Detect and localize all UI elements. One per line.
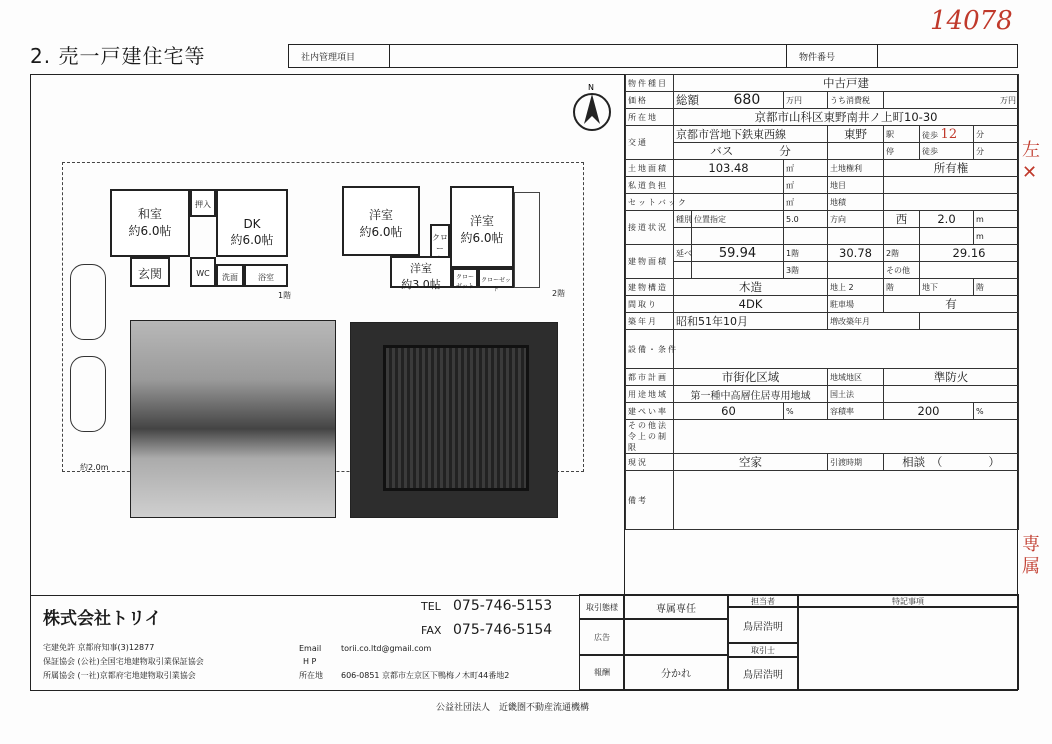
label-sougaku: 総額 680 (674, 92, 784, 109)
pct: % (784, 403, 828, 420)
room-youshitsu-1: 洋室 約6.0帖 (342, 186, 420, 256)
label-hochu: 報酬 (579, 654, 625, 690)
chika: 地下 (920, 279, 974, 296)
room-dk: DK 約6.0帖 (216, 189, 288, 257)
handwritten-side-note-2: 専 属 (1022, 534, 1040, 577)
houkou: 西 (884, 211, 920, 228)
label-bikou: 備考 (626, 471, 674, 530)
left-pane (30, 74, 625, 594)
fax-label: FAX (421, 624, 442, 637)
value-koukoku (623, 618, 729, 656)
value-genkyou: 空家 (674, 454, 828, 471)
hp-label: H P (303, 657, 317, 666)
nobe: 延べ (674, 245, 692, 262)
bus: バス 分 (674, 143, 828, 160)
value-torihiki: 専属専任 (623, 594, 729, 620)
tei: 停 (884, 143, 920, 160)
sonota: その他 (884, 262, 920, 279)
car-icon (70, 356, 106, 432)
label-shiyuu: 私道負担 (626, 177, 674, 194)
label-setsubi: 設備・条件 (626, 330, 674, 369)
balcony (514, 192, 540, 288)
pct-2: % (974, 403, 1019, 420)
label-kakaku: 価格 (626, 92, 674, 109)
addr-label: 所在地 (299, 671, 323, 680)
room-senmen: 洗面 (216, 264, 244, 287)
value-kenpei: 60 (674, 403, 784, 420)
label-kouzou: 建物構造 (626, 279, 674, 296)
value-youseki: 200 (884, 403, 974, 420)
label-tatemono: 建物面積 (626, 245, 674, 279)
label-setsudou: 接道状況 (626, 211, 674, 245)
label-shozaichi: 所在地 (626, 109, 674, 126)
fax-value: 075-746-5154 (453, 622, 553, 638)
kai-2: 階 (974, 279, 1019, 296)
value-f2: 29.16 (920, 245, 1019, 262)
manen-2: 万円 (884, 92, 1019, 109)
road-width-label: 約2.0m (80, 463, 109, 472)
label-sonota-hourei: その他法令上の制限 (626, 420, 674, 454)
label-chimoku: 地目 (828, 177, 884, 194)
sheet-title: 2. 売一戸建住宅等 (30, 44, 206, 68)
label-chiiki: 地域地区 (828, 369, 884, 386)
shubetsu: 種別 (674, 211, 692, 228)
closet-4: クローゼット (478, 268, 514, 288)
mgmt-value (390, 45, 787, 67)
handwritten-side-note: 左 ✕ (1022, 140, 1040, 183)
entrance-photo (350, 322, 558, 518)
label-youseki: 容積率 (828, 403, 884, 420)
label-genkyou: 現況 (626, 454, 674, 471)
label-torihiki: 取引態様 (579, 594, 625, 620)
value-tantou: 鳥居浩明 (727, 606, 799, 644)
svg-text:N: N (588, 83, 594, 92)
addr-value: 606-0851 京都市左京区下鴨梅ノ木町44番地2 (341, 671, 510, 680)
manen: 万円 (784, 92, 828, 109)
label-madori: 間取り (626, 296, 674, 313)
room-yokushitsu: 浴室 (244, 264, 288, 287)
m: m (974, 211, 1019, 228)
closet-1: クロー (430, 224, 450, 258)
value-madori: 4DK (674, 296, 828, 313)
footer (30, 594, 1018, 691)
handwritten-page-number: 14078 (930, 6, 1013, 36)
label-setback: セットバック (626, 194, 674, 211)
label-koukoku: 広告 (579, 618, 625, 656)
value-tokki (797, 606, 1019, 690)
value-chushajo: 有 (884, 296, 1019, 313)
spec-table (625, 74, 1019, 530)
label-toshi: 都市計画 (626, 369, 674, 386)
value-youto: 第一種中高層住居専用地域 (674, 386, 828, 403)
label-tochi: 土地面積 (626, 160, 674, 177)
chijou: 地上 2 (828, 279, 884, 296)
value-hochu: 分かれ (623, 654, 729, 690)
value-chikunen: 昭和51年10月 (674, 313, 828, 330)
kai: 階 (884, 279, 920, 296)
label-tokki: 特記事項 (797, 594, 1019, 608)
value-minutes: 12 (940, 126, 958, 142)
property-no-value (878, 45, 1017, 67)
value-chiiki: 準防火 (884, 369, 1019, 386)
bottom-organization: 公益社団法人 近畿圏不動産流通機構 (436, 703, 590, 713)
room-youshitsu-2: 洋室 約6.0帖 (450, 186, 514, 268)
eki: 駅 (884, 126, 920, 143)
label-chikunen: 築年月 (626, 313, 674, 330)
tel-label: TEL (421, 600, 441, 613)
label-kenri: 土地権利 (828, 160, 884, 177)
floor1-label: 1階 (278, 291, 292, 300)
toho-2: 徒歩 (920, 143, 974, 160)
value-hikiwatashi: 相談 （ ） (884, 454, 1019, 471)
m2: ㎡ (784, 160, 828, 177)
fun-2: 分 (974, 143, 1019, 160)
label-chushajo: 駐車場 (828, 296, 884, 313)
value-kenri: 所有権 (884, 160, 1019, 177)
room-wc: WC (190, 257, 216, 287)
value-nobe: 59.94 (692, 245, 784, 262)
hoshou-kyoukai: 保証協会 (公社)全国宅地建物取引業保証協会 (43, 657, 204, 666)
value-station: 東野 (828, 126, 884, 143)
label-shubetsu: 物件種目 (626, 75, 674, 92)
north-arrow-icon (570, 80, 614, 132)
floor2-label: 2階 (552, 289, 566, 298)
setsudou-width: 5.0 (784, 211, 828, 228)
value-kakaku: 680 (733, 92, 761, 108)
m2: ㎡ (784, 177, 828, 194)
f1: 1階 (784, 245, 828, 262)
label-koutsu: 交通 (626, 126, 674, 160)
header-bar (288, 44, 1018, 68)
room-oshiire: 押入 (190, 189, 216, 217)
shozoku-kyoukai: 所属協会 (一社)京都府宅地建物取引業協会 (43, 671, 196, 680)
value-line: 京都市営地下鉄東西線 (674, 126, 828, 143)
label-torihikishi: 取引士 (727, 642, 799, 658)
value-f1: 30.78 (828, 245, 884, 262)
kokudo: 国土法 (828, 386, 884, 403)
exterior-photo (130, 320, 336, 518)
label-kenpei: 建ぺい率 (626, 403, 674, 420)
room-youshitsu-3: 洋室 約3.0帖 (390, 256, 452, 288)
email-label: Email (299, 644, 322, 653)
label-tantou: 担当者 (727, 594, 799, 608)
ichi: 位置指定 (692, 211, 784, 228)
label-hikiwatashi: 引渡時期 (828, 454, 884, 471)
m2: ㎡ (784, 194, 828, 211)
property-no-label: 物件番号 (787, 45, 878, 67)
f3: 3階 (784, 262, 828, 279)
value-shubetsu: 中古戸建 (674, 75, 1019, 92)
label-uchi: うち消費税 (828, 92, 884, 109)
email-value: torii.co.ltd@gmail.com (341, 644, 432, 653)
value-torihikishi: 鳥居浩明 (727, 656, 799, 690)
value-toshi: 市街化区域 (674, 369, 828, 386)
label-zouchiku: 増改築年月 (828, 313, 920, 330)
label-chiseki: 地積 (828, 194, 884, 211)
tel-value: 075-746-5153 (453, 598, 553, 614)
license: 宅建免許 京都府知事(3)12877 (43, 643, 155, 652)
company-name: 株式会社トリイ (43, 609, 162, 629)
room-genkan: 玄関 (130, 257, 170, 287)
fun: 分 (974, 126, 1019, 143)
m: m (974, 228, 1019, 245)
label-youto: 用途地域 (626, 386, 674, 403)
car-icon (70, 264, 106, 340)
mgmt-label: 社内管理項目 (289, 45, 390, 67)
room-washitsu: 和室 約6.0帖 (110, 189, 190, 257)
closet-2: クロー ゼット (452, 268, 478, 288)
value-shozaichi: 京都市山科区東野南井ノ上町10-30 (674, 109, 1019, 126)
toho: 徒歩 12 (920, 126, 974, 143)
houi: 方向 (828, 211, 884, 228)
value-kouzou: 木造 (674, 279, 828, 296)
f2: 2階 (884, 245, 920, 262)
haba: 2.0 (920, 211, 974, 228)
value-tochi: 103.48 (674, 160, 784, 177)
